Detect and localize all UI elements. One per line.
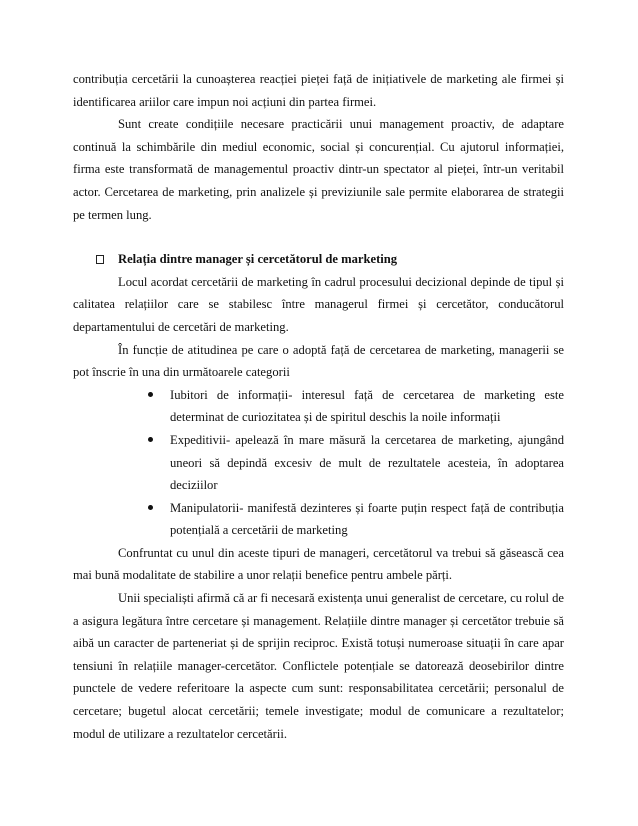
list-item-text: Iubitori de informații- interesul față de cercetarea de marketing este determinat de curiozitatea și de spiritul deschis la noile informații [170, 387, 564, 425]
section-heading-text: Relația dintre manager și cercetătorul de marketing [118, 252, 398, 267]
document-body [73, 68, 564, 745]
paragraph-6: Unii specialiști afirmă că ar fi necesară existența unui generalist de cercetare, cu rolul de a asigura legătura între cercetare și management. Relațiile dintre manager și cercetător trebuie să aibă un caracter de parteneriat și de sprijin reciproc. Există totuși numeroase situații în care apar tensiuni în relațiile manager-cercetător. Conflictele potențiale se datorează deosebirilor dintre punctele de vedere referitoare la aspecte cum sunt: responsabilitatea cercetării; personalul de cercetare; bugetul alocat cercetării; temele investigate; modul de comunicare a rezultatelor; modul de utilizare a rezultatelor cercetării. [73, 591, 564, 741]
checkbox-square-icon [96, 255, 104, 264]
bullet-dot-icon [148, 392, 153, 397]
list-item-text: Expeditivii- apelează în mare măsură la cercetarea de marketing, ajungând uneori să depindă excesiv de mult de rezultatele acesteia, în adoptarea deciziilor [170, 432, 564, 493]
bullet-dot-icon [148, 505, 153, 510]
list-item-text: Manipulatorii- manifestă dezinteres și foarte puțin respect față de contribuția potențială a cercetării de marketing [170, 500, 564, 538]
paragraph-2: Sunt create condițiile necesare practicării unui management proactiv, de adaptare continuă la schimbările din mediul economic, social și concurențial. Cu ajutorul informației, firma este transformată de managementul proactiv dintr-un spectator al pieței, într-un veritabil actor. Cercetarea de marketing, prin analizele și previziunile sale permite elaborarea de strategii pe termen lung. [73, 117, 564, 222]
paragraph-1: contribuția cercetării la cunoașterea reacției pieței față de inițiativele de marketing ale firmei și identificarea ariilor care impun noi acțiuni din partea firmei. [73, 72, 564, 109]
paragraph-3: Locul acordat cercetării de marketing în cadrul procesului decizional depinde de tipul și calitatea relațiilor care se stabilesc între managerul firmei și cercetător, conducătorul departamentului de cercetări de marketing. [73, 274, 564, 334]
list-item [148, 429, 564, 497]
bullet-dot-icon [148, 437, 153, 442]
section-heading [73, 248, 564, 271]
paragraph-4: În funcție de atitudinea pe care o adoptă față de cercetarea de marketing, managerii se pot înscrie în una din următoarele categorii [73, 342, 564, 380]
list-item [148, 384, 564, 429]
list-item [148, 497, 564, 542]
manager-categories-list [73, 384, 564, 542]
paragraph-5: Confruntat cu unul din aceste tipuri de manageri, cercetătorul va trebui să găsească cea mai bună modalitate de stabilire a unor relații benefice pentru ambele părți. [73, 545, 564, 583]
